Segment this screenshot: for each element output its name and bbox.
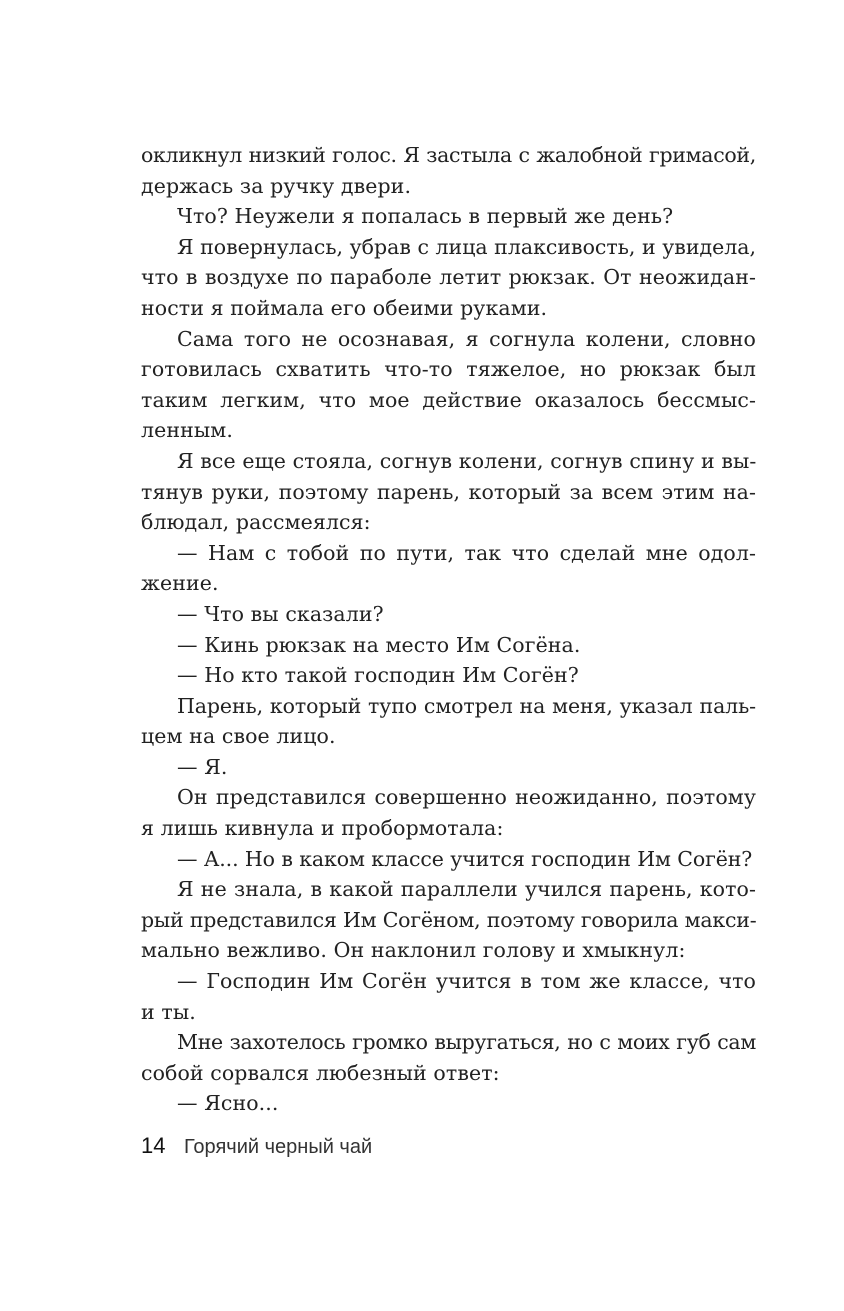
text-line: мально вежливо. Он наклонил голову и хмыкнул: bbox=[141, 938, 686, 963]
text-line: Я не знала, в какой параллели учился парень, кото- bbox=[177, 877, 756, 902]
text-line: собой сорвался любезный ответ: bbox=[141, 1060, 500, 1085]
text-line: — Я. bbox=[177, 754, 228, 779]
text-line: ности я поймала его обеими руками. bbox=[141, 295, 548, 320]
text-line: Сама того не осознавая, я согнула колени, словно bbox=[177, 326, 756, 351]
page-number: 14 bbox=[141, 1133, 166, 1158]
text-line: цем на свое лицо. bbox=[141, 724, 336, 749]
text-line: рый представился Им Согёном, поэтому говорила макси- bbox=[141, 907, 757, 932]
body-text bbox=[141, 140, 756, 1119]
text-line: Я повернулась, убрав с лица плаксивость, и увидела, bbox=[177, 234, 756, 259]
text-line: — Ясно... bbox=[177, 1091, 279, 1116]
running-title: Горячий черный чай bbox=[183, 1136, 373, 1158]
text-line: таким легким, что мое действие оказалось бессмыс- bbox=[141, 387, 756, 412]
text-line: Что? Неужели я попалась в первый же день? bbox=[177, 204, 674, 229]
text-line: я лишь кивнула и пробормотала: bbox=[141, 816, 504, 841]
text-line: блюдал, рассмеялся: bbox=[141, 510, 371, 535]
text-line: жение. bbox=[141, 571, 219, 596]
text-line: — А... Но в каком классе учится господин Им Согён? bbox=[177, 846, 753, 871]
text-line: тянув руки, поэтому парень, который за всем этим на- bbox=[141, 479, 756, 504]
text-line: — Но кто такой господин Им Согён? bbox=[177, 663, 579, 688]
text-line: — Нам с тобой по пути, так что сделай мне одол- bbox=[177, 540, 756, 565]
text-line: Он представился совершенно неожиданно, поэтому bbox=[177, 785, 756, 810]
text-line: — Что вы сказали? bbox=[177, 601, 384, 626]
text-line: — Господин Им Согён учится в том же классе, что bbox=[177, 969, 756, 994]
text-line: Я все еще стояла, согнув колени, согнув спину и вы- bbox=[177, 448, 757, 473]
text-line: — Кинь рюкзак на место Им Согёна. bbox=[177, 632, 581, 657]
text-line: ленным. bbox=[141, 418, 233, 443]
text-line: Мне захотелось громко выругаться, но с моих губ сам bbox=[177, 1030, 756, 1055]
text-line: окликнул низкий голос. Я застыла с жалобной гримасой, bbox=[141, 143, 756, 167]
text-line: и ты. bbox=[141, 999, 196, 1024]
text-line: готовилась схватить что-то тяжелое, но рюкзак был bbox=[141, 357, 756, 382]
page-footer bbox=[141, 1133, 372, 1159]
text-line: Парень, который тупо смотрел на меня, указал паль- bbox=[177, 693, 756, 718]
text-line: что в воздухе по параболе летит рюкзак. От неожидан- bbox=[141, 265, 756, 290]
text-line: держась за ручку двери. bbox=[141, 173, 412, 198]
